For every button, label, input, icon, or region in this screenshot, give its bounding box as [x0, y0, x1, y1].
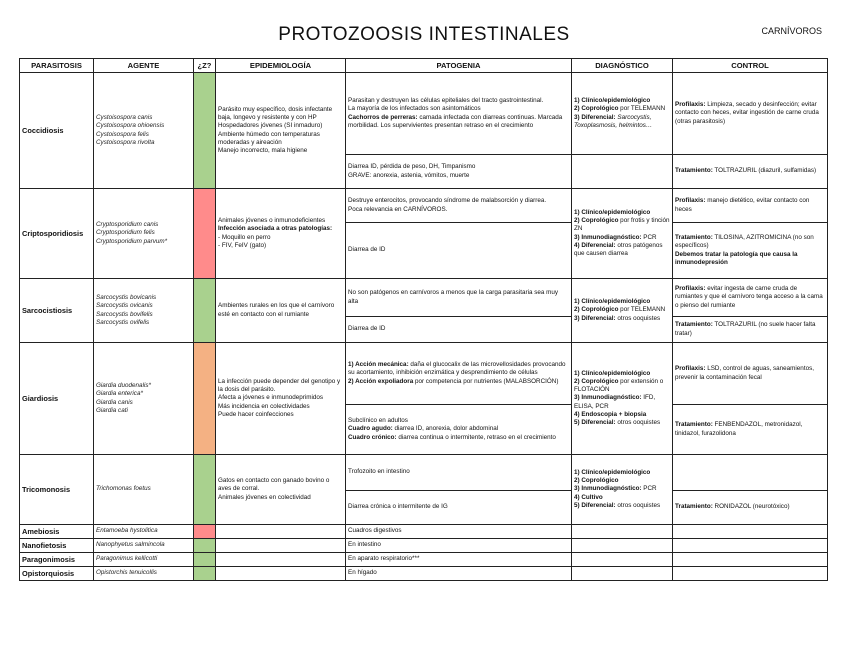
- agent-name: Cystoisospora ohioensis: [96, 122, 165, 130]
- diag-detail: Sarcocystis, Toxoplasmosis, helmintos…: [574, 113, 653, 129]
- pat-bold: Cuadro crónico:: [348, 433, 397, 441]
- diag-step: 1) Clínico/epidemiológico: [574, 469, 651, 477]
- table-row: [20, 567, 828, 581]
- agent-cell: [94, 455, 194, 525]
- pat-text: Diarrea de ID: [348, 325, 386, 333]
- diag-detail: otros ooquistes: [615, 418, 661, 426]
- pat-text: Diarrea ID, pérdida de peso, DH, Timpanismo: [348, 163, 476, 171]
- pat-bold: 1) Acción mecánica:: [348, 361, 409, 369]
- epidemiology-cell: [216, 343, 346, 455]
- diag-detail: otros ooquistes: [615, 314, 661, 322]
- ctrl-text: TOLTRAZURIL (diazuril, sulfamidas): [712, 167, 817, 175]
- diag-step: 2) Coprológico: [574, 105, 619, 113]
- agent-name: Sarcocystis ovicanis: [96, 302, 153, 310]
- agent-name: Giardia cati: [96, 406, 128, 414]
- control-cell: [673, 343, 828, 405]
- control-cell: [673, 539, 828, 553]
- diag-step: 3) Inmunodiagnóstico:: [574, 394, 642, 402]
- control-cell: [673, 567, 828, 581]
- control-cell: [673, 491, 828, 525]
- ctrl-text: manejo dietético, evitar contacto con heces: [675, 197, 810, 213]
- epi-text: Gatos en contacto con ganado bovino o aves de corral.: [218, 477, 330, 493]
- header-diagnostico: DIAGNÓSTICO: [572, 59, 673, 73]
- epi-text: Ambientes rurales en los que el carnívoro esté en contacto con el rumiante: [218, 302, 335, 318]
- diagnosis-cell: [572, 343, 673, 455]
- parasitosis-name: Criptosporidiosis: [20, 189, 94, 279]
- epidemiology-cell: [216, 455, 346, 525]
- diag-step: 2) Coprológico: [574, 477, 619, 485]
- control-cell: [673, 525, 828, 539]
- pat-bold: Cachorros de perreras:: [348, 113, 418, 121]
- agent-cell: [94, 279, 194, 343]
- zoonosis-indicator: [194, 343, 216, 455]
- agent-name: Sarcocystis bovicanis: [96, 294, 157, 302]
- ctrl-label: Profilaxis:: [675, 285, 706, 293]
- pathogenesis-cell: [346, 455, 572, 491]
- agent-name: Cystoisospora rivolta: [96, 138, 155, 146]
- diag-step: 3) Diferencial:: [574, 113, 616, 121]
- header-parasitosis: PARASITOSIS: [20, 59, 94, 73]
- header-patogenia: PATOGENIA: [346, 59, 572, 73]
- pat-text: Trofozoito en intestino: [348, 468, 410, 476]
- pat-rest: daña el glucocalix de las microvellosidades provocando su acortamiento, inhibición enzimática y desprendimiento de células: [348, 361, 566, 377]
- epi-text: - Moquillo en perro: [218, 233, 271, 241]
- pat-text: La mayoría de los infectados son asintomáticos: [348, 105, 481, 113]
- pathogenesis-cell: [346, 279, 572, 317]
- agent-cell: [94, 73, 194, 189]
- zoonosis-indicator: [194, 553, 216, 567]
- ctrl-text: FENBENDAZOL, metronidazol, tinidazol, furazolidona: [675, 421, 803, 437]
- agent-name: Nanophyetus salmincola: [94, 539, 194, 553]
- agent-name: Cryptosporidium canis: [96, 221, 159, 229]
- pat-text: Diarrea crónica o intermitente de IG: [348, 503, 448, 511]
- table-row: [20, 539, 828, 553]
- diagnosis-cell: [572, 567, 673, 581]
- control-cell: [673, 73, 828, 155]
- epi-text: Manejo incorrecto, mala higiene: [218, 146, 308, 154]
- table-row: [20, 455, 828, 491]
- agent-name: Cryptosporidium parvum*: [96, 237, 168, 245]
- diagnosis-cell: [572, 279, 673, 343]
- pat-text: Destruye enterocitos, provocando síndrome de malabsorción y diarrea.: [348, 197, 547, 205]
- epidemiology-cell: [216, 189, 346, 279]
- control-cell: [673, 405, 828, 455]
- pathogenesis-cell: [346, 189, 572, 223]
- epi-text: La infección puede depender del genotipo y la dosis del parásito.: [218, 378, 341, 394]
- pathogenesis-cell: [346, 155, 572, 189]
- parasitosis-name: Sarcocistiosis: [20, 279, 94, 343]
- agent-name: Giardia canis: [96, 398, 133, 406]
- diag-step: 1) Clínico/epidemiológico: [574, 298, 651, 306]
- pat-text: [348, 114, 569, 130]
- diag-detail: por TELEMANN: [618, 306, 666, 314]
- agent-name: Giardia duodenalis*: [96, 382, 151, 390]
- parasitosis-name: Paragonimosis: [20, 553, 94, 567]
- ctrl-label: Profilaxis:: [675, 197, 706, 205]
- diag-detail: otros patógenos que causen diarrea: [574, 241, 663, 257]
- diag-detail: por extensión o FLOTACIÓN: [574, 378, 664, 394]
- protozoosis-table: [19, 58, 828, 581]
- agent-name: Paragonimus kellicotti: [94, 553, 194, 567]
- diag-step: 4) Diferencial:: [574, 241, 616, 249]
- agent-name: Opistorchis tenuicollis: [94, 567, 194, 581]
- diag-detail: PCR: [641, 233, 657, 241]
- epidemiology-cell: [216, 539, 346, 553]
- agent-name: Entamoeba hystolitica: [94, 525, 194, 539]
- pat-text: GRAVE: anorexia, astenia, vómitos, muerte: [348, 171, 470, 179]
- agent-name: Cystoisospora felis: [96, 130, 149, 138]
- control-cell: [673, 553, 828, 567]
- species-label: CARNÍVOROS: [761, 26, 822, 36]
- diag-detail: por TELEMANN: [618, 105, 666, 113]
- header-control: CONTROL: [673, 59, 828, 73]
- parasitosis-name: Nanofietosis: [20, 539, 94, 553]
- diag-step: 1) Clínico/epidemiológico: [574, 209, 651, 217]
- diagnosis-cell: [572, 455, 673, 525]
- diag-step: 5) Diferencial:: [574, 418, 616, 426]
- parasitosis-name: Tricomonosis: [20, 455, 94, 525]
- diagnosis-cell: [572, 539, 673, 553]
- diag-detail: IFD, ELISA, PCR: [574, 394, 656, 410]
- epi-text: Afecta a jóvenes e inmunodeprimidos: [218, 394, 324, 402]
- pathogenesis-cell: En hígado: [346, 567, 572, 581]
- ctrl-text: TILOSINA, AZITROMICINA (no son específicos): [675, 234, 814, 250]
- ctrl-label: Tratamiento:: [675, 421, 713, 429]
- diagnosis-cell: [572, 73, 673, 155]
- control-cell: [673, 279, 828, 317]
- pat-text: Poca relevancia en CARNÍVOROS.: [348, 205, 448, 213]
- epi-text: Animales jóvenes o inmunodeficientes: [218, 217, 326, 225]
- ctrl-label: Tratamiento:: [675, 167, 713, 175]
- diag-step: 5) Diferencial:: [574, 501, 616, 509]
- pat-bold: 2) Acción expoliadora: [348, 377, 414, 385]
- parasitosis-name: Amebiosis: [20, 525, 94, 539]
- header-epidemiologia: EPIDEMIOLOGÍA: [216, 59, 346, 73]
- agent-cell: [94, 189, 194, 279]
- zoonosis-indicator: [194, 455, 216, 525]
- ctrl-text: evitar ingesta de carne cruda de rumiantes y que el carnívoro tenga acceso a la cama o pienso del rumiante: [675, 285, 823, 309]
- diag-step: 4) Endoscopia + biopsia: [574, 410, 647, 418]
- zoonosis-indicator: [194, 189, 216, 279]
- epi-text: Puede hacer coinfecciones: [218, 410, 294, 418]
- pathogenesis-cell: [346, 405, 572, 455]
- diag-step: 1) Clínico/epidemiológico: [574, 370, 651, 378]
- zoonosis-indicator: [194, 567, 216, 581]
- table-row: [20, 343, 828, 405]
- zoonosis-indicator: [194, 539, 216, 553]
- pathogenesis-cell: [346, 491, 572, 525]
- ctrl-text: TOLTRAZURIL (no suele hacer falta tratar): [675, 321, 816, 337]
- pat-rest: por competencia por nutrientes (MALABSORCIÓN): [413, 377, 559, 385]
- table-row: [20, 525, 828, 539]
- epidemiology-cell: [216, 73, 346, 189]
- epi-text: Parásito muy específico, dosis infectante baja, longevo y resistente y con HP: [218, 106, 333, 122]
- epi-bold: Infección asociada a otras patologías:: [218, 225, 333, 233]
- agent-name: Sarcocystis bovifelis: [96, 310, 153, 318]
- parasitosis-name: Giardiosis: [20, 343, 94, 455]
- parasitosis-name: Coccidiosis: [20, 73, 94, 189]
- diag-step: 1) Clínico/epidemiológico: [574, 97, 651, 105]
- epidemiology-cell: [216, 567, 346, 581]
- control-cell: [673, 455, 828, 491]
- agent-name: Cryptosporidium felis: [96, 229, 155, 237]
- pat-rest: diarrea continua o intermitente, retraso en el crecimiento: [396, 433, 556, 441]
- ctrl-label: Tratamiento:: [675, 234, 713, 242]
- pat-rest: camada infectada con diarreas continuas. Marcada morbilidad. Los supervivientes presentan retraso en el crecimiento: [348, 113, 563, 129]
- pat-text: No son patógenos en carnívoros a menos que la carga parasitaria sea muy alta: [348, 289, 559, 305]
- control-cell: [673, 155, 828, 189]
- pathogenesis-cell: En aparato respiratorio***: [346, 553, 572, 567]
- epidemiology-cell: [216, 279, 346, 343]
- diagnosis-cell: [572, 553, 673, 567]
- header-zoonosis: ¿Z?: [194, 59, 216, 73]
- epi-text: Ambiente húmedo con temperaturas moderadas y aireación: [218, 130, 320, 146]
- agent-cell: [94, 343, 194, 455]
- pathogenesis-cell: [346, 223, 572, 279]
- agent-name: Sarcocystis ovifelis: [96, 318, 150, 326]
- pat-text: Parasitan y destruyen las células epiteliales del tracto gastrointestinal.: [348, 97, 544, 105]
- diag-step: 4) Cultivo: [574, 493, 603, 501]
- agent-name: Cystoisospora canis: [96, 114, 153, 122]
- diag-step: 3) Diferencial:: [574, 314, 616, 322]
- diag-detail: PCR: [641, 485, 657, 493]
- pathogenesis-cell: [346, 317, 572, 343]
- table-row: [20, 279, 828, 317]
- control-cell: [673, 317, 828, 343]
- zoonosis-indicator: [194, 73, 216, 189]
- header-agente: AGENTE: [94, 59, 194, 73]
- page-title: PROTOZOOSIS INTESTINALES: [278, 24, 570, 45]
- pathogenesis-cell: En intestino: [346, 539, 572, 553]
- zoonosis-indicator: [194, 525, 216, 539]
- epi-text: - FIV, FeIV (gato): [218, 241, 267, 249]
- ctrl-label: Profilaxis:: [675, 101, 706, 109]
- diag-step: 2) Coprológico: [574, 217, 619, 225]
- table-row: [20, 553, 828, 567]
- ctrl-text: Limpieza, secado y desinfección; evitar contacto con heces, evitar ingestión de carne cruda (otras parasitosis): [675, 101, 819, 125]
- pathogenesis-cell: Cuadros digestivos: [346, 525, 572, 539]
- epidemiology-cell: [216, 553, 346, 567]
- epidemiology-cell: [216, 525, 346, 539]
- ctrl-text: RONIDAZOL (neurotóxico): [712, 503, 790, 511]
- parasitosis-name: Opistorquiosis: [20, 567, 94, 581]
- diag-step: 2) Coprológico: [574, 306, 619, 314]
- control-cell: [673, 189, 828, 223]
- ctrl-label: Profilaxis:: [675, 365, 706, 373]
- pathogenesis-cell: [346, 73, 572, 155]
- diagnosis-cell: [572, 155, 673, 189]
- epi-text: Más incidencia en colectividades: [218, 402, 310, 410]
- pat-text: Diarrea de ID: [348, 246, 386, 254]
- zoonosis-indicator: [194, 279, 216, 343]
- table-row: [20, 189, 828, 223]
- ctrl-bold: Debemos tratar la patología que causa la inmunodepresión: [675, 250, 798, 266]
- epi-text: Animales jóvenes en colectividad: [218, 493, 311, 501]
- pat-bold: Cuadro agudo:: [348, 425, 393, 433]
- table-row: [20, 73, 828, 155]
- header-row: [20, 59, 828, 73]
- diag-step: 3) Inmunodiagnóstico:: [574, 485, 642, 493]
- pat-rest: diarrea ID, anorexia, dolor abdominal: [392, 425, 499, 433]
- control-cell: [673, 223, 828, 279]
- ctrl-label: Tratamiento:: [675, 321, 713, 329]
- diagnosis-cell: [572, 189, 673, 279]
- ctrl-text: LSD, control de aguas, saneamientos, prevenir la contaminación fecal: [675, 365, 814, 381]
- epi-text: Hospedadores jóvenes (SI inmaduro): [218, 122, 323, 130]
- diagnosis-cell: [572, 525, 673, 539]
- ctrl-label: Tratamiento:: [675, 503, 713, 511]
- pathogenesis-cell: [346, 343, 572, 405]
- pat-text: Subclínico en adultos: [348, 417, 408, 425]
- agent-name: Trichomonas foetus: [96, 485, 151, 493]
- diag-detail: otros ooquistes: [615, 501, 661, 509]
- diag-step: 2) Coprológico: [574, 378, 619, 386]
- agent-name: Giardia enterica*: [96, 390, 143, 398]
- diag-step: 3) Inmunodiagnóstico:: [574, 233, 642, 241]
- diag-detail: por frotis y tinción ZN: [574, 217, 670, 233]
